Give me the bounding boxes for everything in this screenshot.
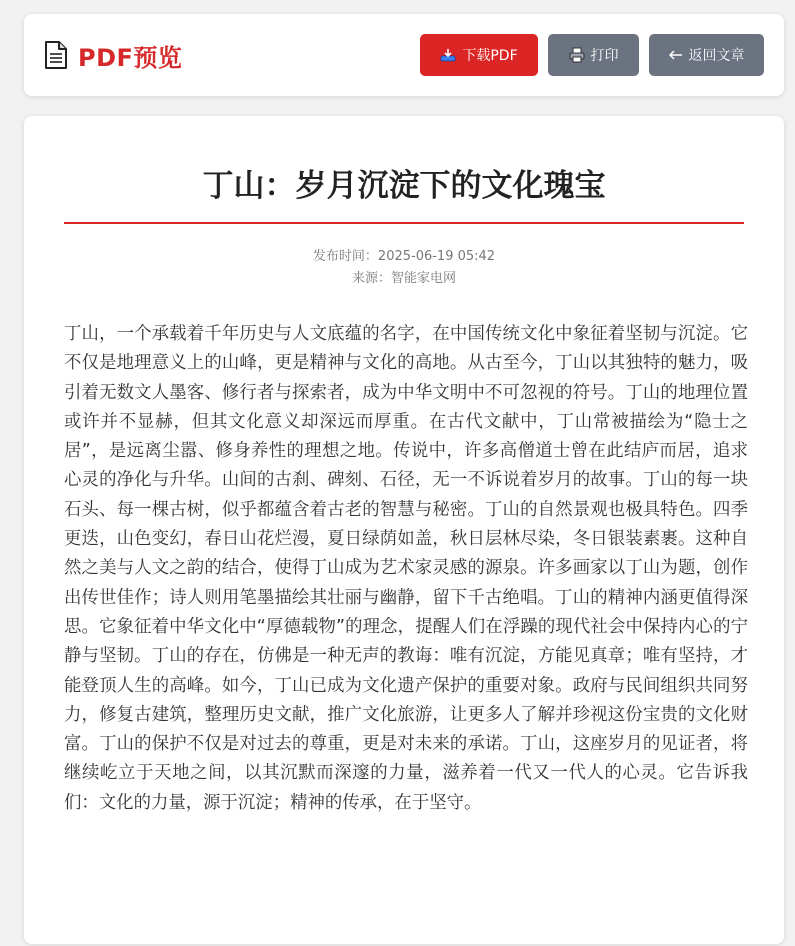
article-source: 来源：智能家电网 [351,271,456,286]
print-button[interactable] [548,34,639,76]
back-to-article-button[interactable] [649,34,764,76]
download-pdf-label: 下载PDF [462,48,518,64]
article-title: 丁山：岁月沉淀下的文化瑰宝 [202,168,606,204]
arrow-left-icon [669,50,683,60]
title-divider [64,222,744,224]
article-body: 丁山，一个承载着千年历史与人文底蕴的名字，在中国传统文化中象征着坚韧与沉淀。它不仅是地理意义上的山峰，更是精神与文化的高地。从古至今，丁山以其独特的魅力，吸引着无数文人墨客、修行者与探索者，成为中华文明中不可忽视的符号。丁山的地理位置或许并不显赫，但其文化意义却深远而厚重。在古代文献中，丁山常被描绘为“隐士之居”，是远离尘嚣、修身养性的理想之地。传说中，许多高僧道士曾在此结庐而居，追求心灵的净化与升华。山间的古刹、碑刻、石径，无一不诉说着岁月的故事。丁山的每一块石头、每一棵古树，似乎都蕴含着古老的智慧与秘密。丁山的自然景观也极具特色。四季更迭，山色变幻，春日山花烂漫，夏日绿荫如盖，秋日层林尽染，冬日银装素裹。这种自然之美与人文之韵的结合，使得丁山成为艺术家灵感的源泉。许多画家以丁山为题，创作出传世佳作；诗人则用笔墨描绘其壮丽与幽静，留下千古绝唱。丁山的精神内涵更值得深思。它象征着中华文化中“厚德载物”的理念，提醒人们在浮躁的现代社会中保持内心的宁静与坚韧。丁山的存在，仿佛是一种无声的教诲：唯有沉淀，方能见真章；唯有坚持，才能登顶人生的高峰。如今，丁山已成为文化遗产保护的重要对象。政府与民间组织共同努力，修复古建筑，整理历史文献，推广文化旅游，让更多人了解并珍视这份宝贵的文化财富。丁山的保护不仅是对过去的尊重，更是对未来的承诺。丁山，这座岁月的见证者，将继续屹立于天地之间，以其沉默而深邃的力量，滋养着一代又一代人的心灵。它告诉我们：文化的力量，源于沉淀；精神的传承，在于坚守。 [64,324,748,813]
article-meta [64,246,744,290]
article-card [24,116,784,944]
download-tray-icon [440,48,456,62]
back-to-article-label: 返回文章 [688,48,745,64]
page-title: PDF预览 [78,43,183,72]
header-bar [24,14,784,96]
document-icon [44,41,68,69]
brand [44,40,182,70]
publish-time: 发布时间：2025-06-19 05:42 [312,249,496,264]
print-label: 打印 [590,48,619,64]
printer-icon [569,47,585,63]
download-pdf-button[interactable] [420,34,538,76]
